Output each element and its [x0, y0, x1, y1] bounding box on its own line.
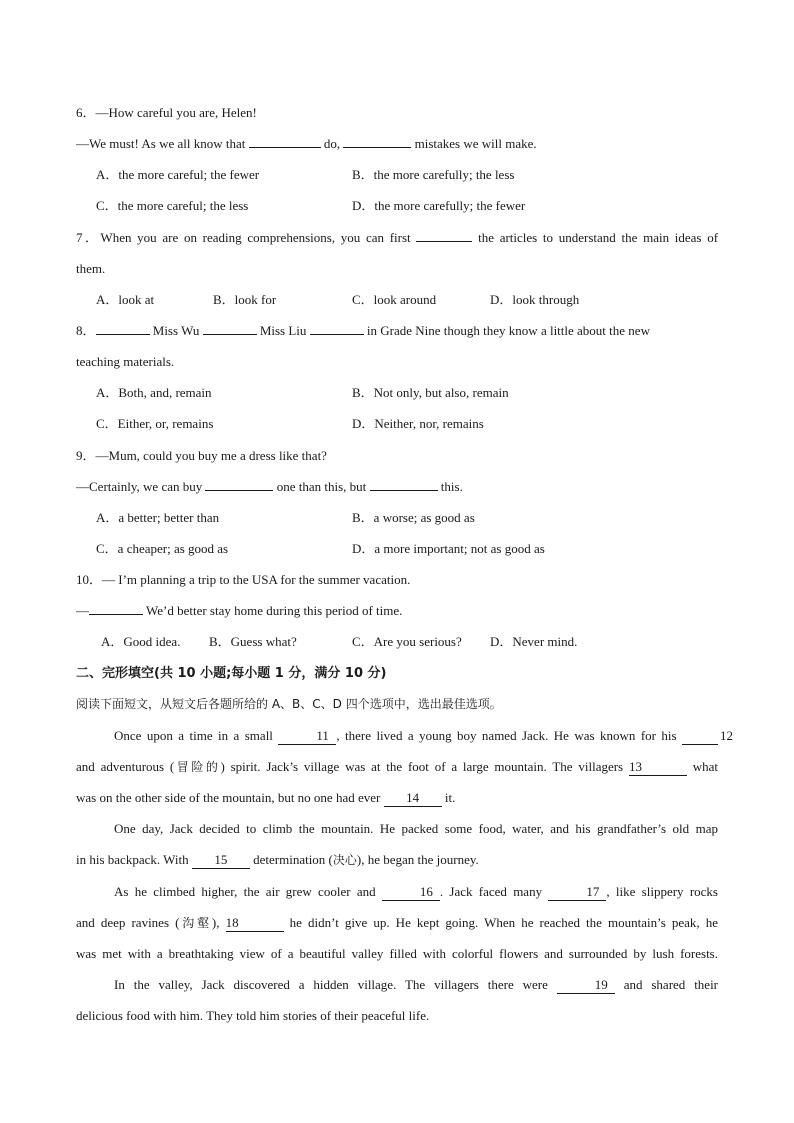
- passage-text: and adventurous (: [76, 758, 175, 774]
- passage-text: . Jack faced many: [439, 883, 543, 899]
- question-text: do,: [323, 136, 341, 152]
- passage-text: , there lived a young boy named Jack. He was known for his: [336, 727, 677, 743]
- passage-text: ),: [211, 914, 220, 930]
- cloze-blank-19: 19: [557, 977, 615, 994]
- passage-text: , like slippery rocks: [606, 883, 718, 899]
- question-text: — I’m planning a trip to the USA for the summer vacation.: [102, 572, 411, 588]
- answer-blank: [416, 225, 472, 242]
- answer-blank: [203, 318, 257, 335]
- question-text: —: [76, 603, 89, 619]
- cloze-blank-16: 16: [382, 884, 440, 901]
- question-text: in Grade Nine though they know a little about the new: [366, 322, 650, 338]
- passage-text: it.: [444, 790, 456, 806]
- option-b: B．Not only, but also, remain: [352, 385, 509, 401]
- cloze-blank-12: 12: [682, 728, 718, 745]
- question-9-options-row1: [76, 505, 718, 536]
- question-text: one than this, but: [276, 478, 367, 494]
- question-text: —How careful you are, Helen!: [95, 105, 257, 120]
- question-7-stem: [76, 225, 718, 256]
- answer-blank: [205, 474, 273, 491]
- question-9-line2: [76, 474, 718, 505]
- cloze-blank-18: 18: [226, 915, 284, 932]
- answer-blank: [343, 131, 411, 148]
- passage-text: As he climbed higher, the air grew cooler and: [114, 883, 376, 899]
- answer-blank: [249, 131, 321, 148]
- question-10-line2: [76, 598, 718, 629]
- question-10-options: [76, 629, 718, 660]
- option-a: A．the more careful; the fewer: [96, 167, 260, 183]
- passage-text: delicious food with him. They told him stories of their peaceful life.: [76, 1008, 430, 1024]
- passage-text: was met with a breathtaking view of a beautiful valley filled with colorful flowers and surrounded by lush forests.: [76, 945, 718, 961]
- passage-text: in his backpack. With: [76, 852, 189, 868]
- option-d: D．a more important; not as good as: [352, 540, 545, 556]
- passage-text: and shared their: [623, 976, 719, 992]
- answer-blank: [310, 318, 364, 335]
- question-text: —Mum, could you buy me a dress like that?: [95, 447, 327, 463]
- question-text: Miss Wu: [152, 322, 200, 338]
- passage-p2-line1: [76, 816, 718, 847]
- question-text: —Certainly, we can buy: [76, 478, 203, 494]
- answer-blank: [96, 318, 150, 335]
- option-c: C．the more careful; the less: [96, 198, 249, 214]
- question-number: 7．: [76, 229, 101, 245]
- option-a: A．Good idea.: [101, 634, 181, 650]
- option-a: A．look at: [96, 291, 155, 307]
- option-d: D．look through: [490, 291, 580, 307]
- question-6-options-row1: [76, 162, 718, 193]
- question-text: We’d better stay home during this period of time.: [146, 603, 403, 619]
- question-text: teaching materials.: [76, 354, 175, 370]
- passage-p4-line1: [76, 972, 718, 1003]
- option-a: A．a better; better than: [96, 509, 220, 525]
- passage-text-cn: 决心: [332, 853, 357, 868]
- section-2-instruction: 阅读下面短文，从短文后各题所给的 A、B、C、D 四个选项中，选出最佳选项。: [76, 696, 502, 711]
- question-number: 10．: [76, 572, 103, 588]
- cloze-blank-13: 13: [629, 759, 687, 776]
- question-9-options-row2: [76, 536, 718, 567]
- passage-p3-line3: [76, 941, 718, 972]
- cloze-blank-17: 17: [548, 884, 606, 901]
- option-d: D．the more carefully; the fewer: [352, 198, 526, 214]
- passage-text-cn: 冒险的: [174, 759, 221, 774]
- option-d: D．Neither, nor, remains: [352, 416, 484, 432]
- question-text: the articles to understand the main ideas of: [478, 229, 719, 245]
- question-8-stem-cont: [76, 349, 718, 380]
- question-text: —We must! As we all know that: [76, 136, 246, 152]
- passage-p3-line2: [76, 910, 718, 941]
- passage-text: determination (: [253, 852, 333, 868]
- cloze-blank-14: 14: [384, 790, 442, 807]
- question-10-stem: [76, 567, 718, 598]
- option-a: A．Both, and, remain: [96, 385, 212, 401]
- cloze-blank-11: 11: [278, 728, 336, 745]
- question-number: 9．: [76, 447, 96, 463]
- passage-text: ) spirit. Jack’s village was at the foot of a large mountain. The villagers: [220, 758, 624, 774]
- question-number: 6．: [76, 105, 96, 120]
- option-c: C．Are you serious?: [352, 634, 462, 650]
- question-text: mistakes we will make.: [414, 136, 537, 152]
- passage-text: and deep ravines (: [76, 914, 180, 930]
- passage-text: One day, Jack decided to climb the mountain. He packed some food, water, and his grandfather’s old map: [114, 821, 718, 837]
- passage-text: ), he began the journey.: [356, 852, 479, 868]
- question-text: them.: [76, 260, 106, 276]
- question-9-stem: [76, 443, 718, 474]
- question-7-stem-cont: [76, 256, 718, 287]
- passage-text-cn: 沟壑: [179, 915, 212, 930]
- passage-p2-line2: [76, 847, 718, 878]
- option-b: B．Guess what?: [209, 634, 297, 650]
- question-7-options: [76, 287, 718, 318]
- option-b: B．look for: [213, 291, 277, 307]
- question-6-line2: [76, 131, 718, 162]
- worksheet-page: [76, 100, 734, 1034]
- option-c: C．look around: [352, 291, 437, 307]
- option-b: B．the more carefully; the less: [352, 167, 515, 183]
- question-text: this.: [440, 478, 463, 494]
- section-2-title: 二、完形填空(共 10 小题;每小题 1 分，满分 10 分): [76, 665, 387, 681]
- passage-p3-line1: [76, 879, 718, 910]
- question-8-stem: [76, 318, 718, 349]
- passage-text: was on the other side of the mountain, but no one had ever: [76, 790, 381, 806]
- question-text: Miss Liu: [259, 322, 307, 338]
- question-6-options-row2: [76, 193, 718, 224]
- passage-text: In the valley, Jack discovered a hidden village. The villagers there were: [114, 976, 548, 992]
- cloze-blank-15: 15: [192, 852, 250, 869]
- option-c: C．a cheaper; as good as: [96, 540, 229, 556]
- passage-p1-line1: [76, 723, 734, 754]
- answer-blank: [89, 598, 143, 615]
- passage-p1-line2: [76, 754, 718, 785]
- question-text: When you are on reading comprehensions, you can first: [100, 229, 411, 245]
- question-8-options-row2: [76, 411, 718, 442]
- option-c: C．Either, or, remains: [96, 416, 214, 432]
- passage-text: Once upon a time in a small: [114, 727, 273, 743]
- option-d: D．Never mind.: [490, 634, 578, 650]
- question-6-stem: [76, 100, 718, 131]
- question-number: 8．: [76, 322, 96, 338]
- option-b: B．a worse; as good as: [352, 509, 475, 525]
- passage-text: he didn’t give up. He kept going. When he reached the mountain’s peak, he: [289, 914, 718, 930]
- answer-blank: [370, 474, 438, 491]
- question-8-options-row1: [76, 380, 718, 411]
- passage-p1-line3: [76, 785, 718, 816]
- passage-text: what: [692, 758, 719, 774]
- passage-p4-line2: [76, 1003, 718, 1034]
